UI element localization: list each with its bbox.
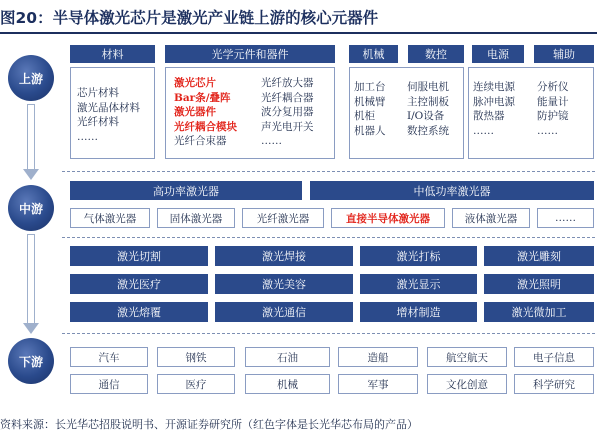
list-item: …… bbox=[473, 124, 494, 137]
laser-type-box: 气体激光器 bbox=[70, 208, 150, 228]
category-materials: 材料 bbox=[70, 45, 155, 63]
stage-upstream: 上游 bbox=[8, 55, 54, 101]
industry-box: 军事 bbox=[338, 374, 418, 394]
industry-box: 汽车 bbox=[70, 347, 148, 367]
mechanical-list bbox=[354, 80, 386, 138]
industry-box: 造船 bbox=[338, 347, 418, 367]
title-rule bbox=[0, 32, 597, 34]
list-item: 光纤耦合器 bbox=[261, 91, 314, 104]
optics-right-list bbox=[261, 76, 314, 149]
list-item: 光纤放大器 bbox=[261, 77, 314, 89]
optics-left-list bbox=[174, 76, 237, 149]
optics-panel bbox=[165, 67, 335, 159]
category-mechanical: 机械 bbox=[349, 45, 398, 63]
list-item: 分析仪 bbox=[537, 81, 569, 93]
numeric-list bbox=[407, 80, 449, 138]
mechanical-numeric-panel bbox=[349, 67, 464, 159]
application-box: 激光雕刻 bbox=[484, 246, 594, 266]
category-power: 电源 bbox=[472, 45, 524, 63]
application-box: 激光切割 bbox=[70, 246, 208, 266]
auxiliary-list bbox=[537, 80, 569, 138]
list-item: 伺服电机 bbox=[407, 81, 449, 93]
list-item: 加工台 bbox=[354, 81, 386, 93]
industry-box: 文化创意 bbox=[427, 374, 507, 394]
category-optics: 光学元件和器件 bbox=[165, 45, 335, 63]
laser-type-box: 光纤激光器 bbox=[242, 208, 324, 228]
industry-box: 科学研究 bbox=[514, 374, 594, 394]
application-box: 激光美容 bbox=[215, 274, 353, 294]
application-box: 激光打标 bbox=[360, 246, 477, 266]
stage-downstream: 下游 bbox=[8, 338, 54, 384]
materials-list bbox=[77, 86, 140, 144]
list-item: 激光晶体材料 bbox=[77, 101, 140, 114]
application-box: 激光通信 bbox=[215, 302, 353, 322]
application-box: 激光照明 bbox=[484, 274, 594, 294]
down-arrow-icon bbox=[23, 234, 39, 334]
list-item: I/O设备 bbox=[407, 110, 445, 122]
figure-title: 图20：半导体激光芯片是激光产业链上游的核心元器件 bbox=[0, 9, 379, 27]
list-item: 激光芯片 bbox=[174, 77, 216, 89]
high-power-laser-bar: 高功率激光器 bbox=[70, 181, 302, 200]
mid-low-power-laser-bar: 中低功率激光器 bbox=[310, 181, 594, 200]
list-item: …… bbox=[261, 135, 282, 147]
materials-panel bbox=[70, 67, 155, 159]
laser-type-box: 固体激光器 bbox=[157, 208, 235, 228]
application-box: 激光微加工 bbox=[484, 302, 594, 322]
list-item: 光纤材料 bbox=[77, 116, 119, 128]
separator-upstream bbox=[62, 171, 595, 172]
list-item: 芯片材料 bbox=[77, 87, 119, 99]
category-auxiliary: 辅助 bbox=[534, 45, 594, 63]
list-item: 连续电源 bbox=[473, 81, 515, 93]
industry-box: 钢铁 bbox=[157, 347, 235, 367]
application-box: 激光显示 bbox=[360, 274, 477, 294]
laser-type-box: 直接半导体激光器 bbox=[331, 208, 445, 228]
industry-box: 电子信息 bbox=[514, 347, 594, 367]
list-item: 激光器件 bbox=[174, 106, 216, 118]
list-item: 主控制板 bbox=[407, 95, 449, 108]
power-auxiliary-panel bbox=[468, 67, 594, 159]
application-box: 激光熔覆 bbox=[70, 302, 208, 322]
application-box: 激光医疗 bbox=[70, 274, 208, 294]
industry-box: 航空航天 bbox=[427, 347, 507, 367]
laser-type-box: …… bbox=[537, 208, 594, 228]
source-note: 资料来源：长光华芯招股说明书、开源证券研究所（红色字体是长光华芯布局的产品） bbox=[0, 418, 418, 431]
list-item: 防护镜 bbox=[537, 110, 569, 122]
industry-box: 石油 bbox=[245, 347, 330, 367]
application-box: 增材制造 bbox=[360, 302, 477, 322]
down-arrow-icon bbox=[23, 104, 39, 180]
list-item: …… bbox=[77, 130, 98, 143]
list-item: 机柜 bbox=[354, 110, 375, 122]
stage-midstream: 中游 bbox=[8, 185, 54, 231]
list-item: Bar条/叠阵 bbox=[174, 91, 231, 104]
list-item: 机器人 bbox=[354, 124, 386, 137]
list-item: 数控系统 bbox=[407, 124, 449, 137]
list-item: 脉冲电源 bbox=[473, 95, 515, 108]
list-item: 光纤耦合模块 bbox=[174, 120, 237, 133]
industry-box: 通信 bbox=[70, 374, 148, 394]
list-item: 声光电开关 bbox=[261, 120, 314, 133]
list-item: 散热器 bbox=[473, 110, 505, 122]
power-list bbox=[473, 80, 515, 138]
industry-box: 机械 bbox=[245, 374, 330, 394]
list-item: 波分复用器 bbox=[261, 106, 314, 118]
separator-midstream-bottom bbox=[62, 333, 595, 334]
category-numeric: 数控 bbox=[408, 45, 464, 63]
list-item: 光纤合束器 bbox=[174, 135, 227, 147]
list-item: 能量计 bbox=[537, 95, 569, 108]
industry-box: 医疗 bbox=[157, 374, 235, 394]
application-box: 激光焊接 bbox=[215, 246, 353, 266]
separator-midstream-top bbox=[62, 237, 595, 238]
laser-type-box: 液体激光器 bbox=[452, 208, 530, 228]
list-item: …… bbox=[537, 124, 558, 137]
list-item: 机械臂 bbox=[354, 95, 386, 108]
